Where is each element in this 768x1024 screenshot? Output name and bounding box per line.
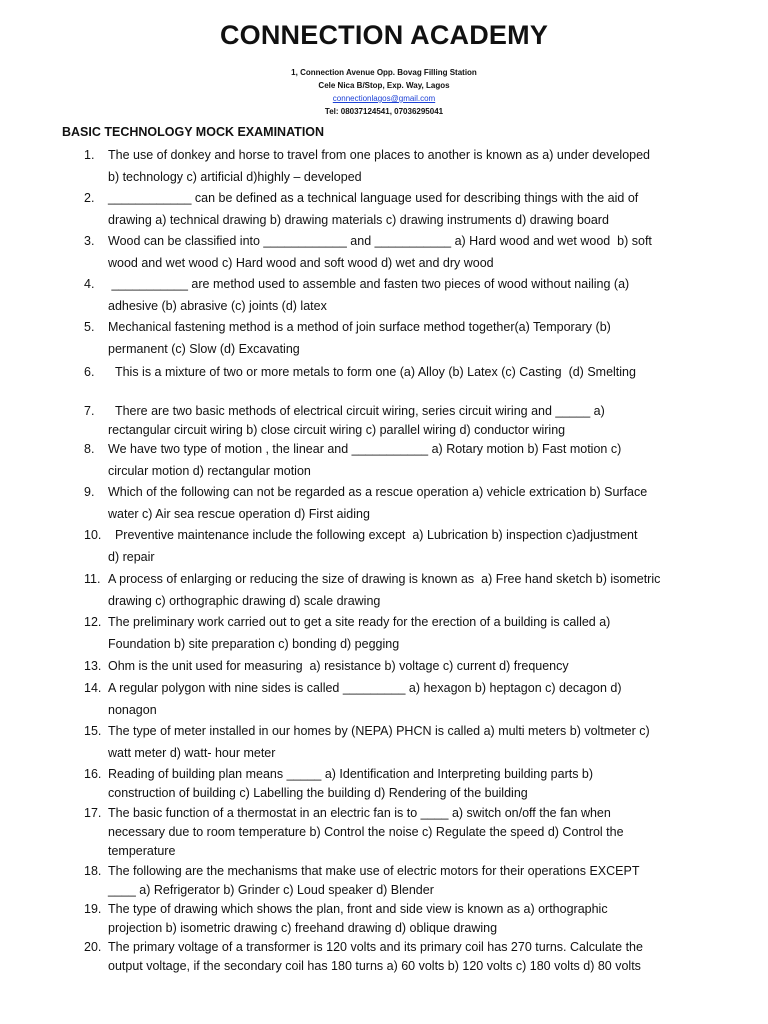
question-text: ___________ are method used to assemble and fasten two pieces of wood without nailing (a) adhesive (b) abrasive (c) joints (d) latex [108,277,630,313]
question-text: A regular polygon with nine sides is called _________ a) hexagon b) heptagon c) decagon d) nonagon [108,681,622,717]
question-number: 7. [84,404,95,418]
question-number: 5. [84,320,95,334]
question-text: The type of meter installed in our homes by (NEPA) PHCN is called a) multi meters b) voltmeter c) watt meter d) watt- hour meter [108,724,650,760]
question-number: 14. [84,681,102,695]
question-number: 4. [84,277,95,291]
question-number: 20. [84,940,102,954]
question-text: The type of drawing which shows the plan, front and side view is known as a) orthographic projection b) isometric drawing c) freehand drawing d) oblique drawing [108,902,608,935]
question-text: ____________ can be defined as a technical language used for describing things with the aid of drawing a) technical drawing b) drawing materials c) drawing instruments d) drawing board [108,191,639,227]
question-text: Mechanical fastening method is a method of join surface method together(a) Temporary (b) permanent (c) Slow (d) Excavating [108,320,611,356]
question-text: There are two basic methods of electrical circuit wiring, series circuit wiring and _____ a) rectangular circuit wiring b) close circuit wiring c) parallel wiring d) conductor wiring [108,404,605,437]
question-text: Which of the following can not be regarded as a rescue operation a) vehicle extrication b) Surface water c) Air sea rescue operation d) First aiding [108,485,648,521]
question-number: 11. [84,572,101,586]
question-number: 18. [84,864,102,878]
question-text: The use of donkey and horse to travel from one places to another is known as a) under developed b) technology c) artificial d)highly – developed [108,148,650,184]
question-text: We have two type of motion , the linear and ___________ a) Rotary motion b) Fast motion c) circular motion d) rectangular motion [108,442,622,478]
exam-title: BASIC TECHNOLOGY MOCK EXAMINATION [62,125,325,139]
question-text: Reading of building plan means _____ a) Identification and Interpreting building parts b) construction of building c) Labelling the building d) Rendering of the building [108,767,594,800]
question-number: 8. [84,442,95,456]
question-text: A process of enlarging or reducing the size of drawing is known as a) Free hand sketch b) isometric drawing c) orthographic drawing d) scale drawing [108,572,661,608]
school-title: CONNECTION ACADEMY [219,20,549,50]
address-line-1: 1, Connection Avenue Opp. Bovag Filling Station [291,68,477,77]
question-number: 2. [84,191,95,205]
question-number: 13. [84,659,102,673]
question-number: 10. [84,528,102,542]
question-text: This is a mixture of two or more metals to form one (a) Alloy (b) Latex (c) Casting (d) Smelting [108,365,636,379]
question-number: 19. [84,902,102,916]
telephone: Tel: 08037124541, 07036295041 [324,107,444,116]
question-text: Ohm is the unit used for measuring a) resistance b) voltage c) current d) frequency [108,659,569,673]
question-text: The preliminary work carried out to get a site ready for the erection of a building is called a) Foundation b) site preparation c) bonding d) pegging [108,615,611,651]
question-number: 9. [84,485,95,499]
question-number: 15. [84,724,102,738]
question-number: 6. [84,365,95,379]
school-address [0,66,768,118]
address-line-2: Cele Nica B/Stop, Exp. Way, Lagos [318,81,450,90]
question-number: 1. [84,148,95,162]
question-text: The basic function of a thermostat in an electric fan is to ____ a) switch on/off the fan when necessary due to room temperature b) Control the noise c) Regulate the speed d) Control the temperature [108,806,624,858]
question-text: The primary voltage of a transformer is 120 volts and its primary coil has 270 turns. Calculate the output voltage, if the secondary coil has 180 turns a) 60 volts b) 120 volts c) 180 volts d) 80 volts [108,940,643,973]
question-text: Preventive maintenance include the following except a) Lubrication b) inspection c)adjustment d) repair [108,528,638,564]
question-number: 17. [84,806,102,820]
question-number: 12. [84,615,102,629]
question-text: The following are the mechanisms that make use of electric motors for their operations EXCEPT ____ a) Refrigerator b) Grinder c) Loud speaker d) Blender [108,864,640,897]
question-number: 3. [84,234,95,248]
question-number: 16. [84,767,102,781]
email-link[interactable]: connectionlagos@gmail.com [332,94,436,103]
question-text: Wood can be classified into ____________ and ___________ a) Hard wood and wet wood b) soft wood and wet wood c) Hard wood and soft wood d) wet and dry wood [108,234,652,270]
